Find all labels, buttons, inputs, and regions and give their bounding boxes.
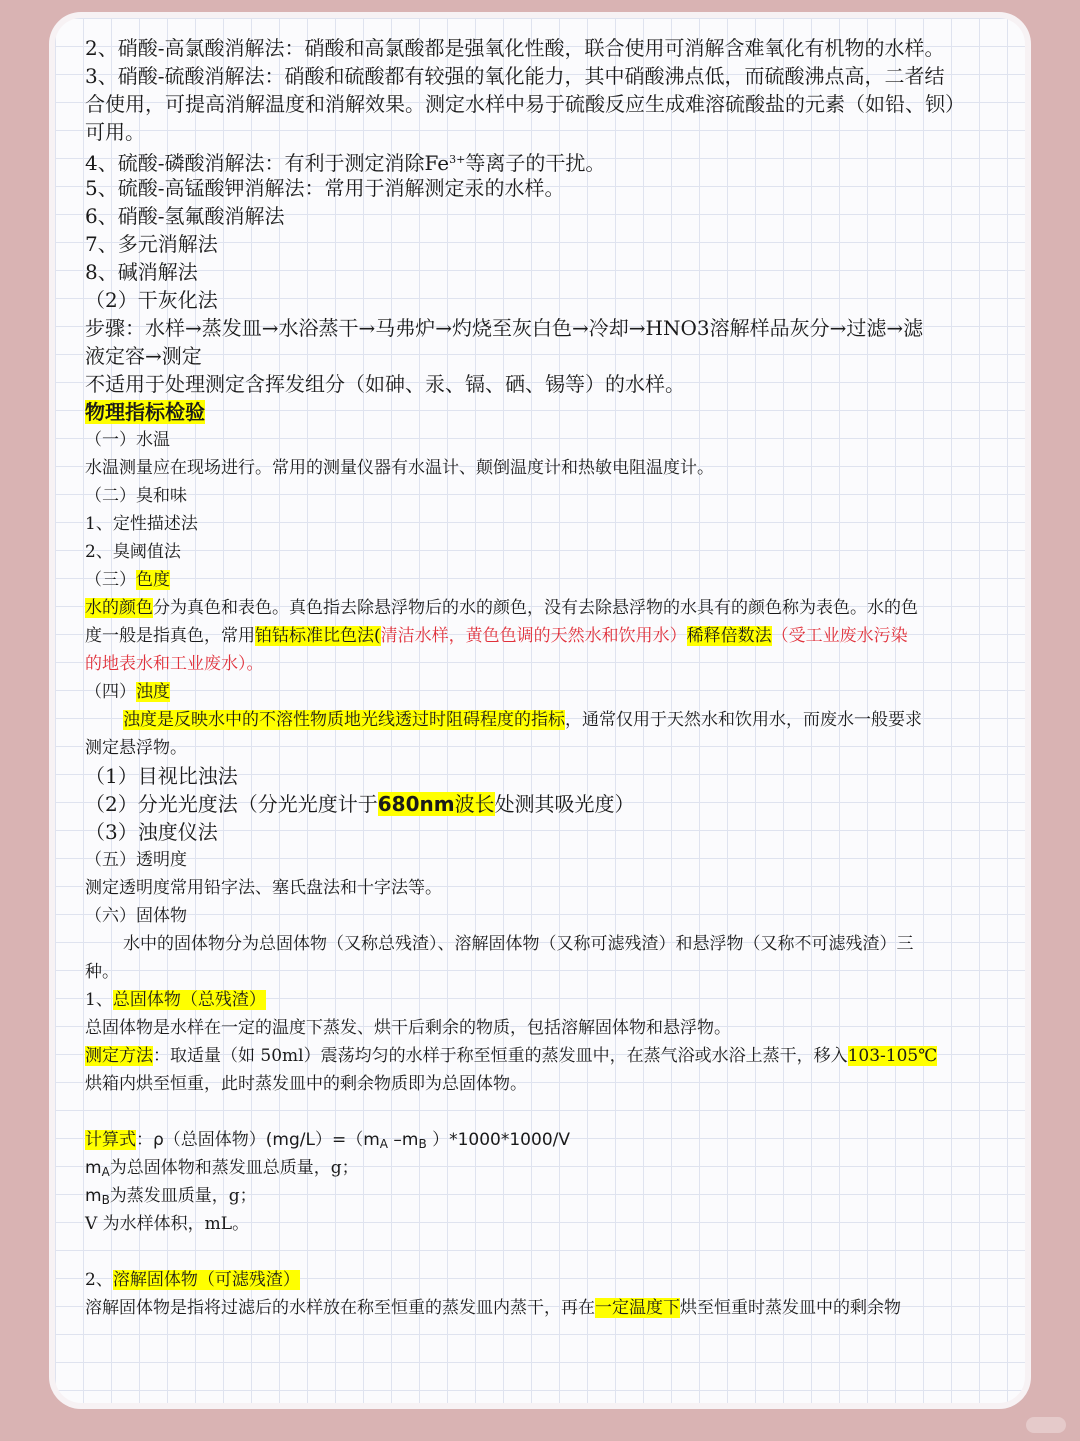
text-line	[85, 1294, 1000, 1322]
subsection-heading: （一）水温	[85, 430, 170, 450]
highlighted-text: 浊度	[136, 682, 170, 702]
text-line: 5、硫酸-高锰酸钾消解法：常用于消解测定汞的水样。	[85, 176, 565, 200]
text-line: 合使用，可提高消解温度和消解效果。测定水样中易于硫酸反应生成难溶硫酸盐的元素（如铅、钡）	[85, 92, 965, 116]
red-text: （受工业废水污染	[771, 626, 908, 646]
text-segment: m	[85, 1158, 102, 1178]
text-segment: ：取适量（如 50ml）震荡均匀的水样于称至恒重的蒸发皿中，在蒸气浴或水浴上蒸干，移入	[153, 1046, 848, 1066]
text-segment: 为总固体物和蒸发皿总质量，g；	[109, 1158, 359, 1178]
highlighted-text: 水的颜色	[85, 598, 153, 618]
text-line	[85, 1266, 1000, 1294]
text-segment: ，通常仅用于天然水和饮用水，而废水一般要求	[565, 710, 922, 730]
text-line	[85, 594, 1000, 622]
text-line	[85, 1182, 1000, 1210]
text-line	[85, 1042, 1000, 1070]
text-segment: 度一般是指真色，常用	[85, 626, 255, 646]
text-segment: 4、硫酸-磷酸消解法：有利于测定消除Fe	[85, 151, 450, 175]
section-title	[85, 398, 1000, 426]
text-segment: 等离子的干扰。	[465, 151, 606, 175]
text-segment: 为蒸发皿质量，g；	[109, 1186, 257, 1206]
subscript: A	[379, 1137, 388, 1151]
text-line: （1）目视比浊法	[85, 764, 238, 788]
highlighted-title: 物理指标检验	[85, 400, 205, 424]
text-line: 测定悬浮物。	[85, 738, 187, 758]
subscript: B	[418, 1137, 427, 1151]
highlighted-text: 计算式	[85, 1130, 136, 1150]
text-line: 2、硝酸-高氯酸消解法：硝酸和高氯酸都是强氧化性酸，联合使用可消解含难氧化有机物的水样。	[85, 36, 945, 60]
subsection-heading: （六）固体物	[85, 906, 187, 926]
text-line	[85, 146, 1000, 174]
subsection-heading	[85, 566, 1000, 594]
highlighted-text: 波长	[454, 792, 495, 816]
highlighted-text: 总固体物（总残渣）	[112, 990, 266, 1010]
highlighted-text: 103-105℃	[847, 1046, 938, 1066]
highlighted-text: 色度	[136, 570, 170, 590]
section-heading: （2）干灰化法	[85, 288, 218, 312]
text-line	[85, 1154, 1000, 1182]
text-line: 8、碱消解法	[85, 260, 198, 284]
text-line: （3）浊度仪法	[85, 820, 218, 844]
text-line	[85, 986, 1000, 1014]
document-body	[85, 34, 1000, 1322]
text-line: 测定透明度常用铅字法、塞氏盘法和十字法等。	[85, 878, 442, 898]
text-line: 液定容→测定	[85, 344, 202, 368]
text-segment: （四）	[85, 682, 136, 702]
highlighted-text: 一定温度下	[595, 1298, 680, 1318]
text-segment: 溶解固体物是指将过滤后的水样放在称至恒重的蒸发皿内蒸干，再在	[85, 1298, 595, 1318]
highlighted-text: 稀释倍数法	[686, 626, 772, 646]
text-line: 可用。	[85, 120, 145, 144]
text-segment: 分为真色和表色。真色指去除悬浮物后的水的颜色，没有去除悬浮物的水具有的颜色称为表色。水的色	[153, 598, 918, 618]
text-segment: （三）	[85, 570, 136, 590]
text-line: V 为水样体积，mL。	[85, 1214, 250, 1234]
red-text: 清洁水样，黄色色调的天然水和饮用水）	[380, 626, 687, 646]
highlighted-text: 测定方法	[85, 1046, 153, 1066]
text-line	[85, 790, 1000, 818]
formula-segment: ：ρ（总固体物）(mg/L）=（m	[136, 1130, 380, 1150]
text-line: 1、定性描述法	[85, 514, 198, 534]
text-line	[85, 622, 1000, 650]
text-line: 3、硝酸-硫酸消解法：硝酸和硫酸都有较强的氧化能力，其中硝酸沸点低，而硫酸沸点高，二者结	[85, 64, 945, 88]
text-segment: 处测其吸光度）	[494, 792, 635, 816]
formula-segment: ）*1000*1000/V	[426, 1130, 570, 1150]
subscript: B	[101, 1193, 110, 1207]
highlighted-text: 浊度是反映水中的不溶性物质地光线透过时阻碍程度的指标	[123, 710, 565, 730]
highlighted-text: 铂钴标准比色法(	[255, 626, 381, 646]
highlighted-text: 溶解固体物（可滤残渣）	[112, 1270, 300, 1290]
text-line: 烘箱内烘至恒重，此时蒸发皿中的剩余物质即为总固体物。	[85, 1074, 527, 1094]
text-segment: 2、	[85, 1270, 113, 1290]
text-line: 步骤：水样→蒸发皿→水浴蒸干→马弗炉→灼烧至灰白色→冷却→HNO3溶解样品灰分→过滤→滤	[85, 316, 924, 340]
superscript: 3+	[449, 153, 466, 166]
text-segment: 1、	[85, 990, 113, 1010]
highlighted-text: 680nm	[377, 792, 455, 816]
text-line: 总固体物是水样在一定的温度下蒸发、烘干后剩余的物质，包括溶解固体物和悬浮物。	[85, 1018, 731, 1038]
spacer	[85, 1238, 1000, 1266]
formula-line	[85, 1126, 1000, 1154]
text-line	[85, 706, 1000, 734]
text-line: 不适用于处理测定含挥发组分（如砷、汞、镉、硒、锡等）的水样。	[85, 372, 685, 396]
text-line: 6、硝酸-氢氟酸消解法	[85, 204, 285, 228]
subsection-heading	[85, 678, 1000, 706]
subscript: A	[101, 1165, 110, 1179]
text-line: 2、臭阈值法	[85, 542, 181, 562]
formula-segment: –m	[388, 1130, 419, 1150]
text-line: 7、多元消解法	[85, 232, 218, 256]
text-line: 种。	[85, 962, 119, 982]
text-line: 水温测量应在现场进行。常用的测量仪器有水温计、颠倒温度计和热敏电阻温度计。	[85, 458, 714, 478]
spacer	[85, 1098, 1000, 1126]
subsection-heading: （二）臭和味	[85, 486, 187, 506]
text-segment: 烘至恒重时蒸发皿中的剩余物	[680, 1298, 901, 1318]
text-segment: m	[85, 1186, 102, 1206]
red-text-line: 的地表水和工业废水）。	[85, 654, 264, 674]
text-segment: （2）分光光度法（分光光度计于	[85, 792, 378, 816]
subsection-heading: （五）透明度	[85, 850, 187, 870]
text-line: 水中的固体物分为总固体物（又称总残渣）、溶解固体物（又称可滤残渣）和悬浮物（又称不可滤残渣）三	[123, 934, 914, 954]
watermark-badge	[1026, 1417, 1066, 1433]
